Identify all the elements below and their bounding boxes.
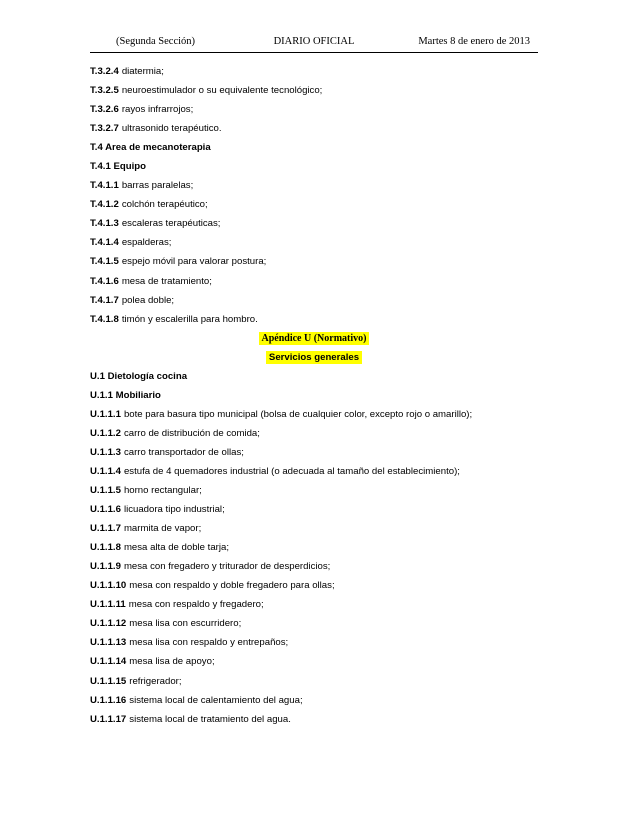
list-item [90, 291, 538, 310]
item-code: U.1.1.16 [90, 694, 127, 706]
item-code: U.1.1.11 [90, 599, 126, 611]
list-item [90, 310, 538, 329]
item-code: U.1.1.8 [90, 542, 121, 554]
list-item [90, 272, 538, 291]
section-title: Servicios generales [266, 351, 362, 364]
list-item [90, 633, 538, 652]
list-item [90, 62, 538, 81]
item-code: T.4.1.3 [90, 218, 119, 230]
subsection-heading: U.1.1 Mobiliario [90, 389, 161, 401]
list-item [90, 481, 538, 500]
item-text: polea doble; [121, 294, 175, 306]
list-item [90, 500, 538, 519]
item-text: espalderas; [121, 237, 172, 249]
item-text: bote para basura tipo municipal (bolsa de cualquier color, excepto rojo o amarillo); [123, 408, 473, 420]
section-heading: U.1 Dietología cocina [90, 370, 188, 382]
item-code: U.1.1.15 [90, 675, 127, 687]
item-code: U.1.1.14 [90, 656, 127, 668]
document-body [90, 62, 538, 729]
item-code: T.3.2.7 [90, 123, 119, 135]
item-text: mesa lisa con escurridero; [129, 618, 242, 630]
item-code: T.3.2.5 [90, 85, 119, 97]
list-item [90, 424, 538, 443]
item-text: mesa con respaldo y fregadero; [128, 599, 264, 611]
list-item [90, 691, 538, 710]
list-item [90, 557, 538, 576]
subsection-heading: T.4.1 Equipo [90, 161, 146, 173]
list-item [90, 176, 538, 195]
item-code: U.1.1.6 [90, 504, 121, 516]
item-code: T.4.1.5 [90, 256, 119, 268]
item-code: U.1.1.4 [90, 465, 121, 477]
item-text: ultrasonido terapéutico. [121, 123, 222, 135]
item-code: T.4.1.7 [90, 294, 119, 306]
item-code: T.4.1.8 [90, 313, 119, 325]
item-code: U.1.1.5 [90, 485, 121, 497]
list-item [90, 214, 538, 233]
section-title-row [90, 348, 538, 367]
item-code: T.4.1.4 [90, 237, 119, 249]
item-text: rayos infrarrojos; [121, 104, 194, 116]
item-code: T.4.1.1 [90, 180, 119, 192]
header-date: Martes 8 de enero de 2013 [418, 36, 530, 47]
item-text: carro transportador de ollas; [123, 446, 244, 458]
item-text: mesa alta de doble tarja; [123, 542, 230, 554]
item-text: marmita de vapor; [123, 523, 202, 535]
list-item [90, 100, 538, 119]
list-item [90, 576, 538, 595]
item-code: U.1.1.2 [90, 427, 121, 439]
list-item [90, 443, 538, 462]
item-text: espejo móvil para valorar postura; [121, 256, 267, 268]
item-code: T.3.2.4 [90, 66, 119, 77]
list-item [90, 672, 538, 691]
item-code: U.1.1.10 [90, 580, 127, 592]
list-item [90, 710, 538, 729]
appendix-heading-row [90, 329, 538, 348]
item-text: escaleras terapéuticas; [121, 218, 221, 230]
item-code: T.4.1.6 [90, 275, 119, 287]
item-text: sistema local de calentamiento del agua; [129, 694, 303, 706]
list-item [90, 595, 538, 614]
item-text: estufa de 4 quemadores industrial (o adecuada al tamaño del establecimiento); [123, 465, 460, 477]
item-text: carro de distribución de comida; [123, 427, 260, 439]
item-text: mesa lisa con respaldo y entrepaños; [129, 637, 289, 649]
item-code: T.4.1.2 [90, 199, 119, 211]
page-header [90, 34, 538, 53]
item-text: refrigerador; [129, 675, 182, 687]
list-item [90, 233, 538, 252]
item-code: T.3.2.6 [90, 104, 119, 116]
header-section: (Segunda Sección) [116, 36, 196, 47]
list-item [90, 652, 538, 671]
item-text: diatermia; [121, 66, 164, 77]
list-item [90, 519, 538, 538]
header-publication: DIARIO OFICIAL [273, 36, 355, 47]
list-item [90, 405, 538, 424]
item-text: barras paralelas; [121, 180, 194, 192]
item-text: neuroestimulador o su equivalente tecnológico; [121, 85, 323, 97]
list-item [90, 195, 538, 214]
item-code: U.1.1.7 [90, 523, 121, 535]
list-item [90, 538, 538, 557]
item-code: U.1.1.13 [90, 637, 127, 649]
item-text: sistema local de tratamiento del agua. [129, 713, 291, 725]
item-text: colchón terapéutico; [121, 199, 208, 211]
list-item [90, 119, 538, 138]
item-text: mesa con respaldo y doble fregadero para ollas; [129, 580, 335, 592]
list-item [90, 252, 538, 271]
item-code: U.1.1.17 [90, 713, 127, 725]
section-heading: T.4 Area de mecanoterapia [90, 142, 211, 154]
item-text: horno rectangular; [123, 485, 202, 497]
list-item [90, 614, 538, 633]
item-code: U.1.1.1 [90, 408, 121, 420]
item-code: U.1.1.9 [90, 561, 121, 573]
item-text: mesa con fregadero y triturador de desperdicios; [123, 561, 331, 573]
item-text: mesa lisa de apoyo; [129, 656, 215, 668]
item-text: licuadora tipo industrial; [123, 504, 225, 516]
item-text: mesa de tratamiento; [121, 275, 212, 287]
item-code: U.1.1.3 [90, 446, 121, 458]
item-text: timón y escalerilla para hombro. [121, 313, 258, 325]
list-item [90, 81, 538, 100]
item-code: U.1.1.12 [90, 618, 127, 630]
appendix-heading: Apéndice U (Normativo) [259, 332, 370, 345]
list-item [90, 462, 538, 481]
